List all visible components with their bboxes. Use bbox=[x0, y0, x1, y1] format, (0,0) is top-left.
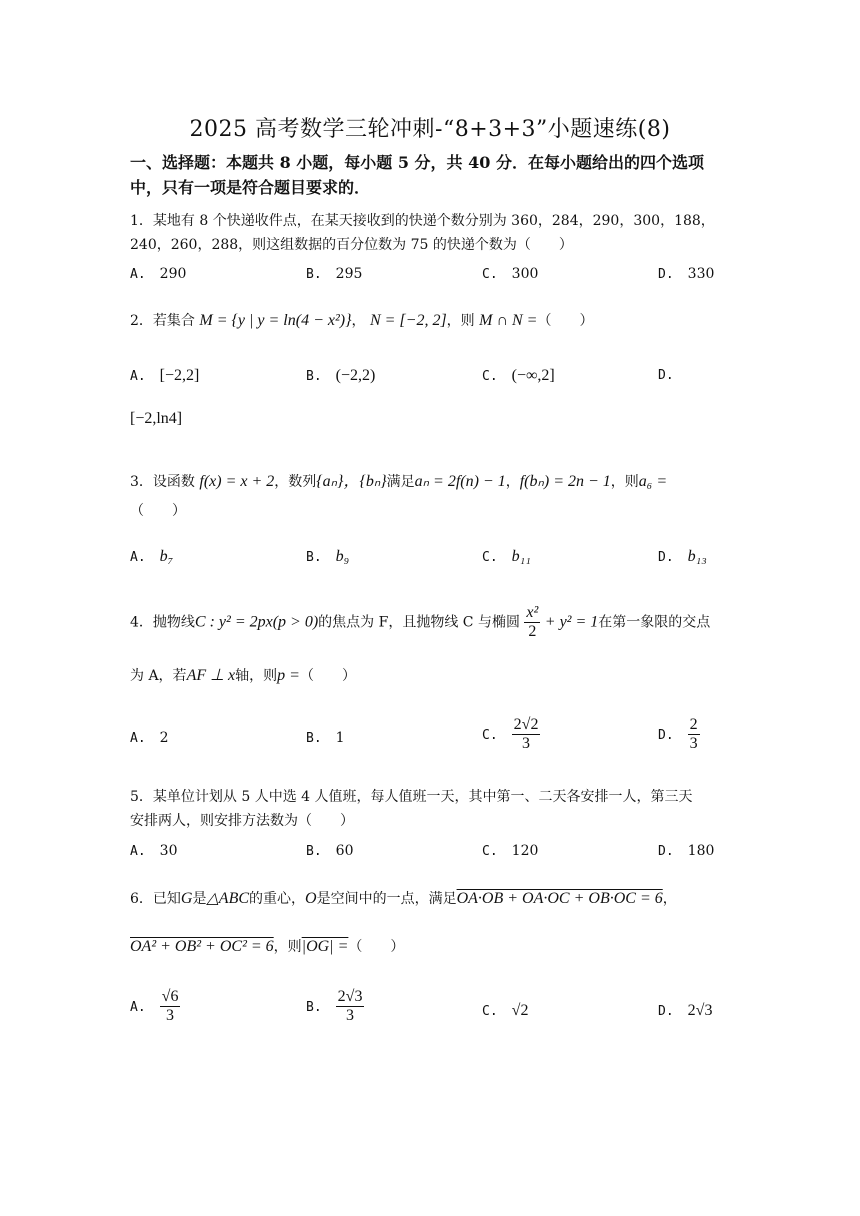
section-heading-line-2: 中，只有一项是符合题目要求的． bbox=[130, 178, 371, 197]
question-1-option-a[interactable]: A. 290 bbox=[130, 266, 187, 282]
question-2-option-a[interactable]: A. [−2,2] bbox=[130, 367, 200, 384]
question-1-line-1: 1．某地有 8 个快递收件点，在某天接收到的快递个数分别为 360，284，290，300，188， bbox=[130, 213, 715, 229]
question-1-option-b[interactable]: B. 295 bbox=[306, 266, 363, 282]
question-3-option-c[interactable]: C. b₁₁ bbox=[482, 548, 531, 565]
question-2-stem: 2．若集合 M = {y | y = ln(4 − x²)}， N = [−2, 2]，则 M ∩ N =（ ） bbox=[130, 312, 594, 329]
question-3-paren: （ ） bbox=[130, 503, 186, 519]
ellipse-fraction: $\frac{\text{x²}}{2}$ bbox=[526, 604, 539, 640]
question-1-line-2: 240，260，288，则这组数据的百分位数为 75 的快递个数为（ ） bbox=[130, 237, 573, 253]
question-1-option-d[interactable]: D. 330 bbox=[658, 266, 715, 282]
question-6-stem-line-2: OA² + OB² + OC² = 6，则|OG| =（ ） bbox=[130, 938, 405, 955]
question-2-option-c[interactable]: C. (−∞,2] bbox=[482, 367, 555, 384]
question-4-option-b[interactable]: B. 1 bbox=[306, 730, 345, 746]
question-4-stem-line-2: 为 A，若AF ⊥ x轴，则p =（ ） bbox=[130, 667, 356, 684]
question-2-option-b[interactable]: B. (−2,2) bbox=[306, 367, 376, 384]
question-5-option-c[interactable]: C. 120 bbox=[482, 843, 539, 859]
question-2-option-d-value[interactable]: [−2,ln4] bbox=[130, 410, 183, 427]
question-5-line-1: 5．某单位计划从 5 人中选 4 人值班，每人值班一天，其中第一、二天各安排一人，第三天 bbox=[130, 789, 693, 805]
question-6-option-c[interactable]: C. √2 bbox=[482, 1002, 529, 1019]
question-6-option-d[interactable]: D. 2√3 bbox=[658, 1002, 713, 1019]
question-4-option-d[interactable]: D. $\frac{2}{3}$ bbox=[658, 716, 698, 752]
intersection-expression: M ∩ N = bbox=[479, 312, 538, 329]
question-3-option-b[interactable]: B. b₉ bbox=[306, 548, 350, 565]
question-4-option-a[interactable]: A. 2 bbox=[130, 730, 169, 746]
question-2-option-d-label[interactable]: D. bbox=[658, 368, 674, 383]
set-m-expression: M = {y | y = ln(4 − x²)} bbox=[199, 312, 352, 329]
question-6-option-b[interactable]: B. $\frac{2√3}{3}$ bbox=[306, 988, 363, 1024]
question-5-option-b[interactable]: B. 60 bbox=[306, 843, 354, 859]
section-heading-line-1: 一、选择题：本题共 8 小题，每小题 5 分，共 40 分．在每小题给出的四个选项 bbox=[130, 153, 704, 172]
question-5-line-2: 安排两人，则安排方法数为（ ） bbox=[130, 813, 354, 829]
set-n-expression: N = [−2, 2] bbox=[369, 312, 447, 329]
question-3-option-d[interactable]: D. b₁₃ bbox=[658, 548, 707, 565]
question-1-option-c[interactable]: C. 300 bbox=[482, 266, 539, 282]
question-4-stem-line-1: 4．抛物线C : y² = 2px(p > 0)的焦点为 F，且抛物线 C 与椭圆 $\frac{\text{x²}}{2}$ + y² = 1在第一象限的交点 bbox=[130, 604, 711, 640]
question-5-option-a[interactable]: A. 30 bbox=[130, 843, 178, 859]
square-sum-expression: OA² + OB² + OC² = 6 bbox=[130, 938, 274, 955]
question-6-stem-line-1: 6．已知G是△ABC的重心，O是空间中的一点，满足OA·OB + OA·OC + OB·OC = 6， bbox=[130, 890, 677, 907]
question-4-option-c[interactable]: C. $\frac{2√2}{3}$ bbox=[482, 716, 539, 752]
question-5-option-d[interactable]: D. 180 bbox=[658, 843, 715, 859]
question-6-option-a[interactable]: A. $\frac{√6}{3}$ bbox=[130, 988, 179, 1024]
dot-product-expression: OA·OB + OA·OC + OB·OC = 6 bbox=[456, 890, 663, 907]
page-title: 2025 高考数学三轮冲刺-“8+3+3”小题速练(8) bbox=[189, 117, 671, 142]
question-3-stem: 3．设函数 f(x) = x + 2，数列{aₙ}，{bₙ}满足aₙ = 2f(n) − 1，f(bₙ) = 2n − 1，则a₆ = bbox=[130, 473, 668, 490]
question-3-option-a[interactable]: A. b₇ bbox=[130, 548, 174, 565]
